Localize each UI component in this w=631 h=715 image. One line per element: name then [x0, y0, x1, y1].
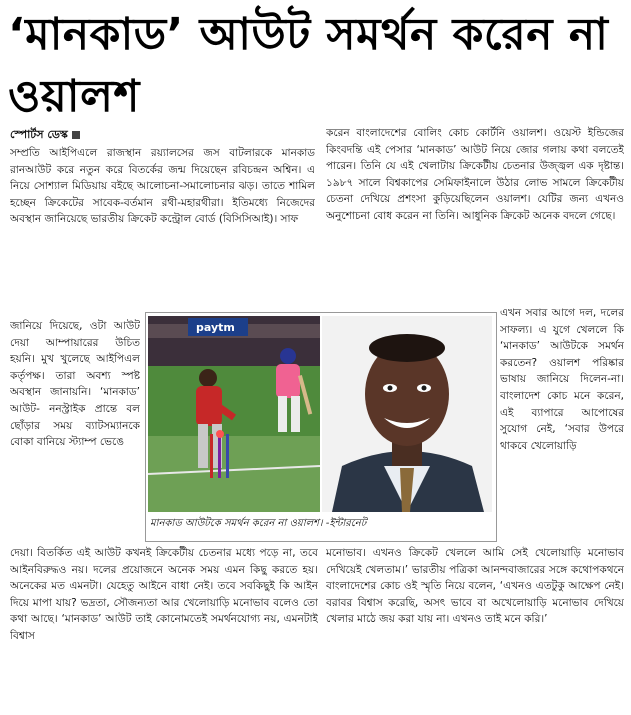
column-1-middle — [10, 318, 140, 528]
photo-courtney-walsh — [322, 316, 492, 512]
column-2-top — [326, 125, 624, 315]
paragraph-6: মনোভাব। এখনও ক্রিকেট খেললে আমি সেই খেলোয়াড়ি মনোভাব দেখিয়েই খেলতাম।’ ভারতীয় পত্রিকা আনন্দবাজারের সঙ্গে কথোপকথনে বাংলাদেশের কোচ ওই স্মৃতি নিয়ে বলেন, ‘এখনও এতটুকু আক্ষেপ নেই। বরাবর বিশ্বাস করেছি, অসৎ ভাবে বা অখেলোয়াড়ি মনোভাব দেখিয়ে খেলার মাঠে জয় করা যায় না। এখনও তাই মনে করি।’ — [326, 547, 624, 626]
column-1-bottom — [10, 545, 318, 715]
byline — [10, 127, 80, 143]
byline-square-icon — [72, 131, 80, 139]
cricket-field-illustration — [148, 316, 320, 512]
byline-text: স্পোর্টস ডেস্ক — [10, 128, 68, 141]
paragraph-4: করেন বাংলাদেশের বোলিং কোচ কোর্টনি ওয়ালশ। ওয়েস্ট ইন্ডিজের কিংবদন্তি এই পেসার ‘মানকাড’ আউট নিয়ে জোর গলায় কথা বলতেই পারেন। তিনি যে এই খেলাটায় ক্রিকেটীয় চেতনার উজ্জ্বল এক দৃষ্টান্ত। ১৯৮৭ সালে বিশ্বকাপের সেমিফাইনালে উঠার লোভ সামলে ক্রিকেটীয় চেতনা দেখিয়ে প্রশংসা কুড়িয়েছিলেন ওয়ালশ। যেটির জন্য এখনও অনুশোচনা বোধ করেন না তিনি। আধুনিক ক্রিকেট অনেক বদলে গেছে। — [326, 127, 624, 222]
photo-mankad-runout — [148, 316, 320, 512]
photo-caption: মানকাড আউটকে সমর্থন করেন না ওয়ালশ। -ইন্টারনেট — [150, 518, 367, 529]
paragraph-5: এখন সবার আগে দল, দলের সাফল্য। এ যুগে খেললে কি ‘মানকাড’ আউটকে সমর্থন করতেন? ওয়ালশ পরিষ্কার ভাষায় জানিয়ে দিলেন-না। বাংলাদেশ কোচ মনে করেন, এই ব্যাপারে আপোষের সুযোগ নেই, ‘সবার উপরে থাকবে খেলোয়াড়ি — [500, 307, 624, 452]
paragraph-3: দেয়া। বিতর্কিত এই আউট কখনই ক্রিকেটীয় চেতনার মধ্যে পড়ে না, তবে আইনবিরুদ্ধও নয়। দলের প্রয়োজনে অনেক সময় এমন কিছু করতে হয়। অনেকের মত এমনটা। যেহেতু আইনে বাধা নেই। তবে সবকিছুই কি আইন দিয়ে মাপা যায়? ভদ্রতা, সৌজন্যতা আর খেলোয়াড়ি মনোভাব বলেও তো কথা আছে। ‘মানকাড’ আউট তাই কোনোমতেই সমর্থনযোগ্য নয়, এমনটাই বিশ্বাস — [10, 547, 318, 642]
headline: ‘মানকাড’ আউট সমর্থন করেন না ওয়ালশ — [8, 9, 609, 122]
paragraph-2: জানিয়ে দিয়েছে, ওটা আউট দেয়া আম্পায়ারের উচিত হয়নি। মুখ খুলেছে আইপিএল কর্তৃপক্ষ। তারা অবশ্য স্পষ্ট অবস্থান জানায়নি। ‘মানকাড’ আউট- ননস্ট্রাইক প্রান্তে বল ছোঁড়ার সময় ব্যাটসম্যানকে বোকা বানিয়ে স্ট্যাম্প ভেঙে — [10, 320, 140, 449]
column-1-top — [10, 145, 315, 317]
stumps-figure — [210, 430, 229, 478]
paragraph-1: সম্প্রতি আইপিএলে রাজস্থান রয়্যালসের জস বাটলারকে মানকাড রানআউট করে নতুন করে বিতর্কের জন্ম দিয়েছেন রবিচন্দ্রন অশ্বিন। এ নিয়ে সোশ্যাল মিডিয়ায় বইছে আলোচনা-সমালোচনার ঝড়। তাতে শামিল হচ্ছেন ক্রিকেটের সাবেক-বর্তমান রথী-মহারথীরা। ইতিমধ্যে নিজেদের অবস্থান জানিয়েছে ভারতীয় ক্রিকেট কন্ট্রোল বোর্ড (বিসিসিআই)। সাফ — [10, 147, 315, 226]
column-2-bottom — [326, 545, 624, 715]
portrait-illustration — [322, 316, 492, 512]
column-2-middle — [500, 305, 624, 545]
paytm-banner-text: paytm — [196, 321, 235, 334]
